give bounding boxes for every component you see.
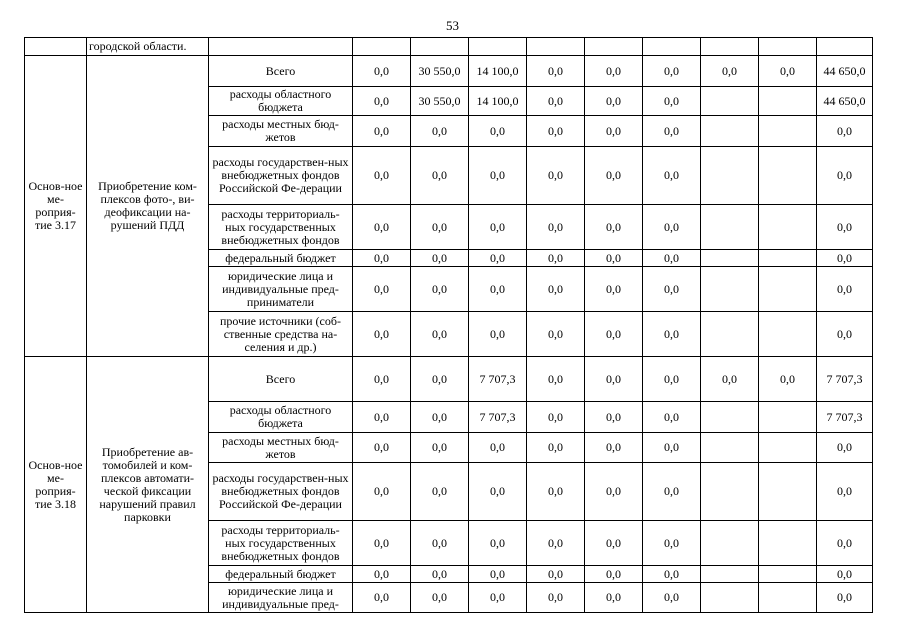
amount-cell: 0,0 [585,521,643,566]
funding-source-label: юридические лица и индивидуальные пред- [209,583,353,613]
amount-cell [759,267,817,312]
amount-cell: 0,0 [817,583,873,613]
amount-cell: 0,0 [527,566,585,583]
amount-cell: 0,0 [527,521,585,566]
amount-cell [759,583,817,613]
amount-cell: 0,0 [585,250,643,267]
amount-cell: 0,0 [469,433,527,463]
amount-cell: 0,0 [527,267,585,312]
amount-cell [701,433,759,463]
funding-source-label: Всего [209,357,353,402]
amount-cell [701,87,759,116]
funding-source-label: расходы областного бюджета [209,87,353,116]
amount-cell: 0,0 [353,147,411,205]
amount-cell: 0,0 [527,433,585,463]
amount-cell: 0,0 [585,147,643,205]
amount-cell: 0,0 [817,250,873,267]
amount-cell: 0,0 [527,147,585,205]
amount-cell [701,267,759,312]
amount-cell: 0,0 [817,463,873,521]
amount-cell: 0,0 [585,583,643,613]
amount-cell: 0,0 [643,87,701,116]
amount-cell: 0,0 [585,56,643,87]
empty-cell [209,38,353,56]
funding-source-label: прочие источники (соб-ственные средства на-селения и др.) [209,312,353,357]
funding-source-label: расходы территориаль-ных государственных внебюджетных фондов [209,521,353,566]
amount-cell: 0,0 [643,433,701,463]
amount-cell: 0,0 [527,463,585,521]
amount-cell: 0,0 [527,357,585,402]
empty-cell [585,38,643,56]
amount-cell: 44 650,0 [817,56,873,87]
empty-cell [701,38,759,56]
funding-source-label: Всего [209,56,353,87]
amount-cell: 0,0 [469,566,527,583]
funding-source-label: расходы местных бюд-жетов [209,116,353,147]
amount-cell: 0,0 [585,205,643,250]
page-number: 53 [446,18,459,33]
empty-cell [353,38,411,56]
funding-source-label: расходы государствен-ных внебюджетных фондов Российской Фе-дерации [209,147,353,205]
amount-cell: 0,0 [527,250,585,267]
amount-cell: 0,0 [817,433,873,463]
amount-cell: 0,0 [585,433,643,463]
amount-cell: 0,0 [353,402,411,433]
amount-cell [759,205,817,250]
amount-cell: 0,0 [411,357,469,402]
event-code-cell: Основ-ное ме-роприя-тие 3.17 [25,56,87,357]
amount-cell: 0,0 [353,463,411,521]
amount-cell: 0,0 [469,463,527,521]
amount-cell: 0,0 [817,521,873,566]
amount-cell: 30 550,0 [411,87,469,116]
funding-source-row [25,357,873,402]
amount-cell: 0,0 [527,402,585,433]
amount-cell: 0,0 [643,357,701,402]
amount-cell: 0,0 [585,566,643,583]
amount-cell: 0,0 [411,312,469,357]
amount-cell [759,250,817,267]
amount-cell: 0,0 [353,433,411,463]
amount-cell: 0,0 [643,116,701,147]
funding-source-label: расходы территориаль-ных государственных внебюджетных фондов [209,205,353,250]
amount-cell: 0,0 [585,116,643,147]
amount-cell [759,566,817,583]
amount-cell: 0,0 [527,116,585,147]
amount-cell: 0,0 [353,56,411,87]
amount-cell [701,147,759,205]
amount-cell: 0,0 [817,312,873,357]
funding-source-row [25,56,873,87]
amount-cell: 0,0 [411,433,469,463]
empty-cell [759,38,817,56]
amount-cell: 0,0 [643,583,701,613]
amount-cell: 44 650,0 [817,87,873,116]
amount-cell: 0,0 [353,205,411,250]
amount-cell: 0,0 [759,56,817,87]
amount-cell: 0,0 [701,357,759,402]
amount-cell: 0,0 [643,250,701,267]
amount-cell: 0,0 [469,250,527,267]
table-body [25,38,873,613]
amount-cell: 14 100,0 [469,87,527,116]
continuation-name-cell: городской области. [87,38,209,56]
amount-cell [701,402,759,433]
amount-cell [759,402,817,433]
amount-cell: 0,0 [527,56,585,87]
amount-cell: 0,0 [701,56,759,87]
amount-cell: 0,0 [585,87,643,116]
amount-cell: 0,0 [585,357,643,402]
amount-cell: 0,0 [353,521,411,566]
amount-cell [759,521,817,566]
amount-cell: 0,0 [643,521,701,566]
amount-cell [701,250,759,267]
amount-cell: 0,0 [353,583,411,613]
amount-cell: 7 707,3 [817,357,873,402]
amount-cell: 0,0 [411,521,469,566]
funding-source-label: расходы государствен-ных внебюджетных фондов Российской Фе-дерации [209,463,353,521]
amount-cell: 14 100,0 [469,56,527,87]
funding-source-label: юридические лица и индивидуальные пред-приниматели [209,267,353,312]
amount-cell: 0,0 [469,205,527,250]
amount-cell: 7 707,3 [817,402,873,433]
amount-cell: 0,0 [411,267,469,312]
amount-cell: 30 550,0 [411,56,469,87]
amount-cell: 0,0 [411,147,469,205]
amount-cell: 0,0 [643,267,701,312]
amount-cell: 0,0 [643,463,701,521]
empty-cell [411,38,469,56]
amount-cell: 7 707,3 [469,357,527,402]
amount-cell: 0,0 [353,267,411,312]
amount-cell: 0,0 [411,583,469,613]
amount-cell: 7 707,3 [469,402,527,433]
amount-cell: 0,0 [469,267,527,312]
amount-cell: 0,0 [759,357,817,402]
amount-cell: 0,0 [643,147,701,205]
amount-cell: 0,0 [469,583,527,613]
amount-cell: 0,0 [643,205,701,250]
amount-cell: 0,0 [527,583,585,613]
empty-cell [469,38,527,56]
amount-cell [759,433,817,463]
empty-cell [643,38,701,56]
amount-cell: 0,0 [411,205,469,250]
amount-cell: 0,0 [817,147,873,205]
amount-cell: 0,0 [411,566,469,583]
amount-cell: 0,0 [817,566,873,583]
amount-cell: 0,0 [411,116,469,147]
amount-cell: 0,0 [469,116,527,147]
amount-cell: 0,0 [411,402,469,433]
amount-cell: 0,0 [353,116,411,147]
amount-cell [701,312,759,357]
amount-cell: 0,0 [817,205,873,250]
funding-source-label: расходы областного бюджета [209,402,353,433]
amount-cell: 0,0 [527,87,585,116]
amount-cell: 0,0 [353,250,411,267]
amount-cell: 0,0 [643,56,701,87]
event-name-cell: Приобретение ком-плексов фото-, ви-деофиксации на-рушений ПДД [87,56,209,357]
amount-cell [701,463,759,521]
amount-cell: 0,0 [411,250,469,267]
amount-cell [759,312,817,357]
amount-cell: 0,0 [643,312,701,357]
amount-cell [759,87,817,116]
amount-cell [701,205,759,250]
amount-cell: 0,0 [353,566,411,583]
amount-cell [759,116,817,147]
amount-cell [759,147,817,205]
amount-cell: 0,0 [643,566,701,583]
funding-source-label: расходы местных бюд-жетов [209,433,353,463]
amount-cell: 0,0 [411,463,469,521]
amount-cell: 0,0 [585,312,643,357]
amount-cell: 0,0 [585,402,643,433]
funding-table-wrapper [24,37,870,613]
amount-cell [701,116,759,147]
amount-cell: 0,0 [643,402,701,433]
empty-cell [817,38,873,56]
amount-cell: 0,0 [469,312,527,357]
funding-source-label: федеральный бюджет [209,566,353,583]
amount-cell: 0,0 [353,312,411,357]
amount-cell: 0,0 [817,267,873,312]
funding-source-label: федеральный бюджет [209,250,353,267]
amount-cell: 0,0 [817,116,873,147]
funding-table [24,37,873,613]
amount-cell [701,566,759,583]
event-name-cell: Приобретение ав-томобилей и ком-плексов автомати-ческой фиксации нарушений правил парковки [87,357,209,613]
amount-cell: 0,0 [469,147,527,205]
amount-cell [759,463,817,521]
empty-cell [527,38,585,56]
amount-cell: 0,0 [585,463,643,521]
amount-cell: 0,0 [353,357,411,402]
amount-cell [701,583,759,613]
amount-cell: 0,0 [527,312,585,357]
amount-cell: 0,0 [585,267,643,312]
event-code-cell: Основ-ное ме-роприя-тие 3.18 [25,357,87,613]
empty-cell [25,38,87,56]
amount-cell: 0,0 [353,87,411,116]
amount-cell: 0,0 [527,205,585,250]
amount-cell [701,521,759,566]
continuation-row [25,38,873,56]
amount-cell: 0,0 [469,521,527,566]
